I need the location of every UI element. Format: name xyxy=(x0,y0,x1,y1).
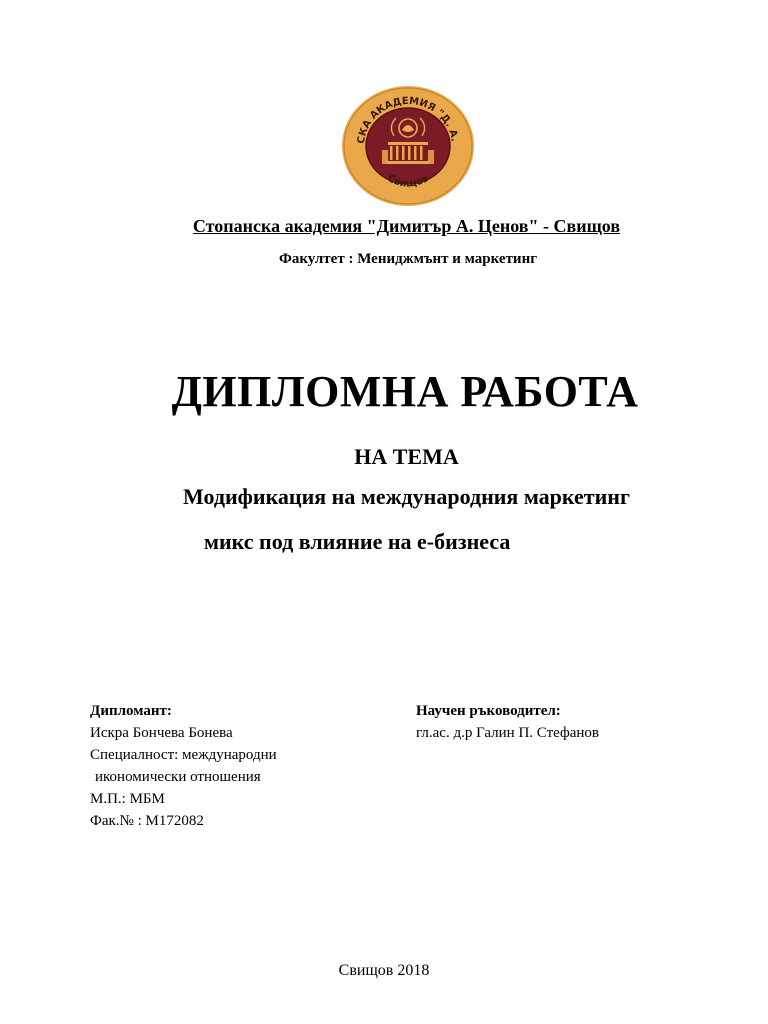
faculty-name: Факултет : Мениджмънт и маркетинг xyxy=(278,251,538,267)
supervisor-name: гл.ас. д.р Галин П. Стефанов xyxy=(416,725,599,741)
faculty-number: Фак.№ : М172082 xyxy=(90,813,204,829)
topic-line-2: микс под влияние на е-бизнеса xyxy=(204,529,511,554)
university-seal-icon xyxy=(340,84,476,208)
place-and-year: Свищов 2018 xyxy=(338,962,430,979)
student-name: Искра Бончева Бонева xyxy=(90,725,233,741)
program: М.П.: МБМ xyxy=(90,791,165,807)
specialty-line-1: Специалност: международни xyxy=(90,747,277,763)
specialty-line-2: икономически отношения xyxy=(95,769,261,785)
topic-line-1: Модификация на международния маркетинг xyxy=(183,484,630,509)
seal-ring-text-top: СКА АКАДЕМИЯ "Д. А. xyxy=(355,95,460,145)
university-name: Стопанска академия "Димитър А. Ценов" - Свищов xyxy=(192,216,621,236)
supervisor-info-block xyxy=(416,700,599,744)
university-seal-logo xyxy=(340,84,476,208)
supervisor-label: Научен ръководител: xyxy=(416,703,561,719)
subject-label: НА ТЕМА xyxy=(354,444,459,469)
seal-ring-text-bottom: Свищов xyxy=(385,173,431,190)
student-label: Дипломант: xyxy=(90,703,172,719)
student-info-block xyxy=(90,700,277,832)
document-title: ДИПЛОМНА РАБОТА xyxy=(171,367,639,416)
